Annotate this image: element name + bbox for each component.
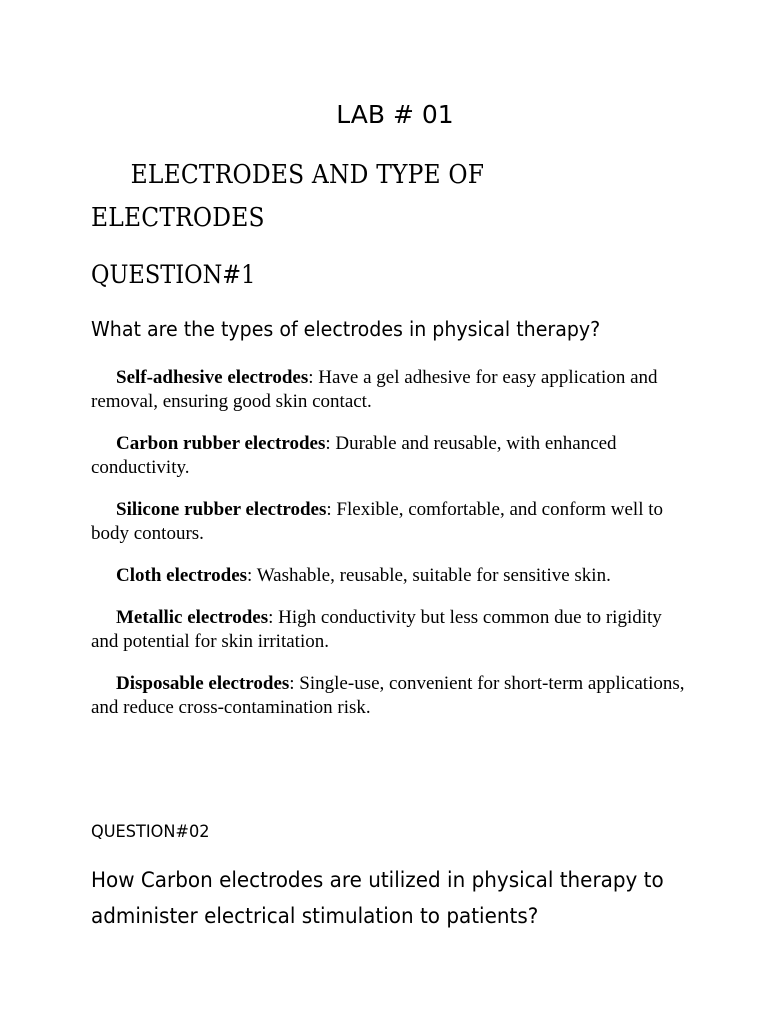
answer-term: Cloth electrodes bbox=[116, 565, 248, 586]
answer-list bbox=[91, 366, 691, 738]
answer-item bbox=[91, 432, 691, 480]
lab-title: LAB # 01 bbox=[336, 100, 454, 129]
answer-description: : Durable and reusable, with enhanced conductivity. bbox=[91, 433, 617, 478]
question-1-label: QUESTION#1 bbox=[91, 260, 256, 289]
answer-description: : Single-use, convenient for short-term applications, and reduce cross-contamination risk. bbox=[91, 673, 685, 718]
answer-item bbox=[91, 672, 691, 720]
answer-description: : Washable, reusable, suitable for sensitive skin. bbox=[247, 565, 611, 586]
answer-term: Carbon rubber electrodes bbox=[116, 433, 326, 454]
answer-item bbox=[91, 606, 691, 654]
answer-item bbox=[91, 564, 691, 588]
answer-term: Self-adhesive electrodes bbox=[116, 367, 309, 388]
answer-description: : Flexible, comfortable, and conform well to body contours. bbox=[91, 499, 664, 544]
answer-term: Silicone rubber electrodes bbox=[116, 499, 327, 520]
answer-description: : High conductivity but less common due to rigidity and potential for skin irritation. bbox=[91, 607, 662, 652]
answer-term: Metallic electrodes bbox=[116, 607, 269, 628]
question-2-label: QUESTION#02 bbox=[91, 822, 210, 842]
question-1-text: What are the types of electrodes in physical therapy? bbox=[91, 317, 601, 341]
question-2-text: How Carbon electrodes are utilized in physical therapy to administer electrical stimulation to patients? bbox=[91, 868, 664, 928]
answer-item bbox=[91, 498, 691, 546]
answer-term: Disposable electrodes bbox=[116, 673, 290, 694]
answer-item bbox=[91, 366, 691, 414]
main-heading: ELECTRODES AND TYPE OF ELECTRODES bbox=[91, 160, 485, 233]
answer-description: : Have a gel adhesive for easy application and removal, ensuring good skin contact. bbox=[91, 367, 658, 412]
